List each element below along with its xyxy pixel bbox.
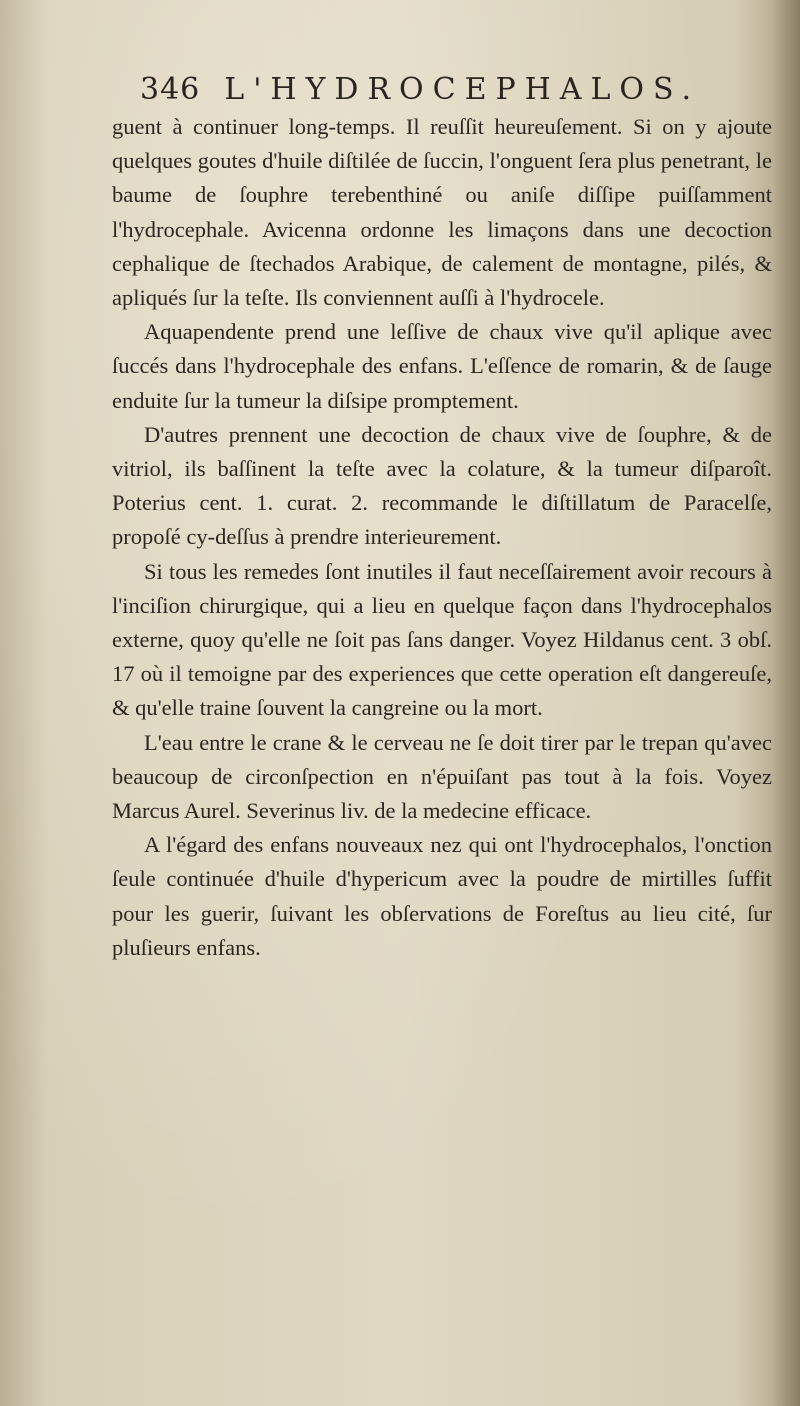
- paragraph-3: D'autres prennent une decoction de chaux vive de ſouphre, & de vitriol, ils baſſinent la teſte avec la colature, & la tumeur diſparoît. Poterius cent. 1. curat. 2. recommande le diſtillatum de Paracelſe, propoſé cy-deſſus à prendre interieurement.: [112, 421, 772, 550]
- paragraph-1: guent à continuer long-temps. Il reuſſit heureuſement. Si on y ajoute quelques goutes d'huile diſtilée de ſuccin, l'onguent ſera plus penetrant, le baume de ſouphre terebenthiné ou aniſe diſſipe puiſſamment l'hydrocephale. Avicenna ordonne les limaçons dans une decoction cephalique de ſtechados Arabique, de calement de montagne, pilés, & apliqués ſur la teſte. Ils conviennent auſſi à l'hydrocele.: [112, 114, 772, 311]
- paragraph-2: Aquapendente prend une leſſive de chaux vive qu'il aplique avec ſuccés dans l'hydrocephale des enfans. L'eſſence de romarin, & de ſauge enduite ſur la tumeur la diſsipe promptement.: [112, 319, 772, 413]
- paragraph-4: Si tous les remedes ſont inutiles il faut neceſſairement avoir recours à l'inciſion chirurgique, qui a lieu en quelque façon dans l'hydrocephalos externe, quoy qu'elle ne ſoit pas ſans danger. Voyez Hildanus cent. 3 obſ. 17 où il temoigne par des experiences que cette operation eſt dangereuſe, & qu'elle traine ſouvent la cangreine ou la mort.: [112, 558, 772, 721]
- page-number: 346: [140, 72, 201, 107]
- page-edge-shadow: [772, 0, 800, 1406]
- paragraph-5: L'eau entre le crane & le cerveau ne ſe doit tirer par le trepan qu'avec beaucoup de circonſpection en n'épuiſant pas tout à la fois. Voyez Marcus Aurel. Severinus liv. de la medecine efficace.: [112, 729, 772, 824]
- page-header: [140, 72, 701, 107]
- body-text: [112, 110, 772, 965]
- running-head: L'HYDROCEPHALOS.: [224, 72, 701, 107]
- paragraph-6: A l'égard des enfans nouveaux nez qui ont l'hydrocephalos, l'onction ſeule continuée d'huile d'hypericum avec la poudre de mirtilles ſuffit pour les guerir, ſuivant les obſervations de Foreſtus au lieu cité, ſur pluſieurs enfans.: [112, 832, 772, 960]
